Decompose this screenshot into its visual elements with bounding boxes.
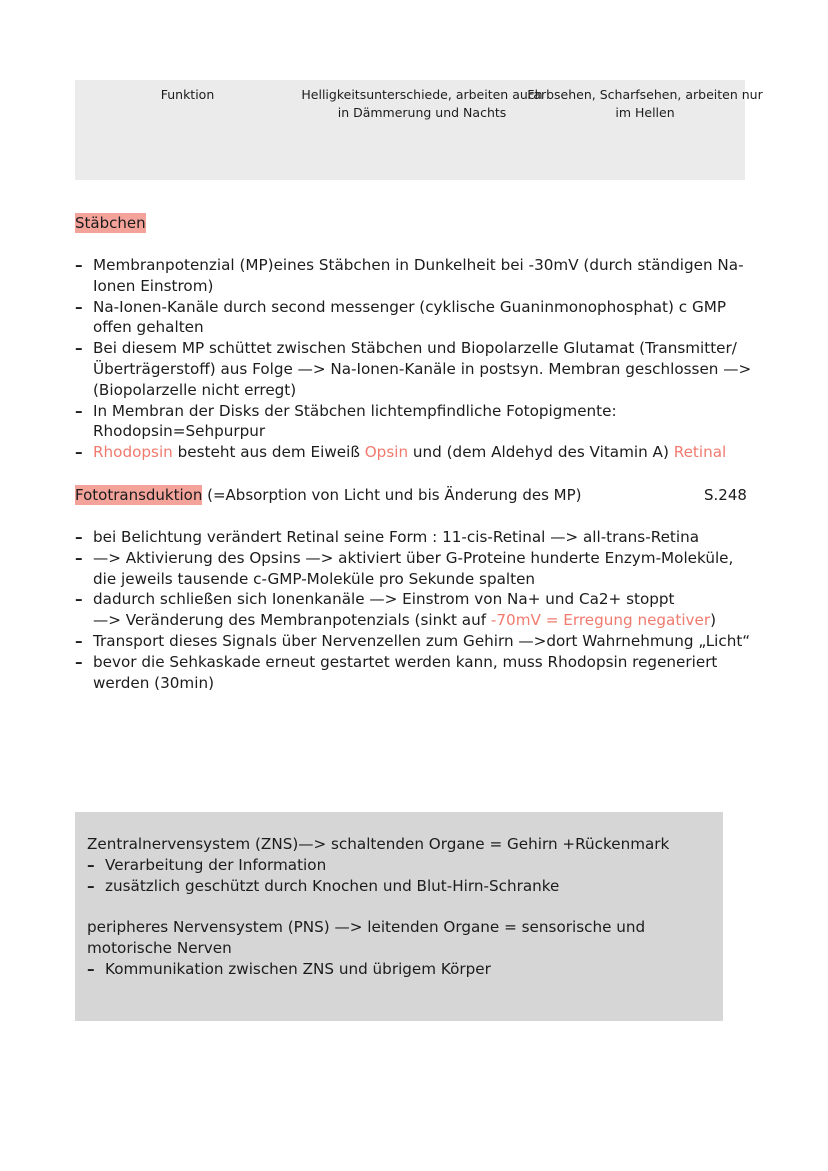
list-item: – bei Belichtung verändert Retinal seine Form : 11-cis-Retinal —> all-trans-Retina [75, 527, 755, 548]
list-item: – Rhodopsin besteht aus dem Eiweiß Opsin und (dem Aldehyd des Vitamin A) Retinal [75, 442, 755, 463]
list-item: – zusätzlich geschützt durch Knochen und Blut-Hirn-Schranke [87, 876, 713, 897]
list-item: – Na-Ionen-Kanäle durch second messenger (cyklische Guaninmonophosphat) c GMP offen gehalten [75, 297, 755, 339]
pns-block [87, 917, 713, 979]
list-item: – In Membran der Disks der Stäbchen lichtempfindliche Fotopigmente: Rhodopsin=Sehpurpur [75, 401, 755, 443]
list-item: – bevor die Sehkaskade erneut gestartet werden kann, muss Rhodopsin regeneriert werden (30min) [75, 652, 755, 694]
fototransduktion-list [75, 527, 755, 693]
list-item: – Verarbeitung der Information [87, 855, 713, 876]
section-heading-staebchen: Stäbchen [75, 214, 146, 232]
list-item: – Bei diesem MP schüttet zwischen Stäbchen und Biopolarzelle Glutamat (Transmitter/ Überträgerstoff) aus Folge —> Na-Ionen-Kanäle in postsyn. Membran geschlossen —> (Biopolarzelle nicht erregt) [75, 338, 755, 400]
list-item: – Transport dieses Signals über Nervenzellen zum Gehirn —>dort Wahrnehmung „Licht“ [75, 631, 755, 652]
table-cell-zapfen-funktion: Farbsehen, Scharfsehen, arbeiten nur im Hellen [527, 87, 763, 120]
staebchen-list [75, 255, 755, 463]
table-cell-staebchen-funktion: Helligkeitsunterschiede, arbeiten auch in Dämmerung und Nachts [301, 87, 543, 120]
zns-block [87, 834, 713, 896]
comparison-table-row [75, 80, 763, 180]
pns-title: peripheres Nervensystem (PNS) —> leitenden Organe = sensorische und motorische Nerven [87, 918, 646, 957]
list-item: – dadurch schließen sich Ionenkanäle —> Einstrom von Na+ und Ca2+ stoppt —> Veränderung des Membranpotenzials (sinkt auf -70mV = Erregung negativer) [75, 589, 755, 631]
zns-title: Zentralnervensystem (ZNS)—> schaltenden Organe = Gehirn +Rückenmark [87, 835, 670, 853]
table-cell-funktion: Funktion [160, 87, 215, 102]
nervous-system-box [75, 812, 723, 1021]
section-subtitle: (=Absorption von Licht und bis Änderung des MP) [202, 486, 582, 504]
list-item: – Membranpotenzial (MP)eines Stäbchen in Dunkelheit bei -30mV (durch ständigen Na-Ionen Einstrom) [75, 255, 755, 297]
list-item: – —> Aktivierung des Opsins —> aktiviert über G-Proteine hunderte Enzym-Moleküle, die jeweils tausende c-GMP-Moleküle pro Sekunde spalten [75, 548, 755, 590]
page-reference: S.248 [704, 486, 747, 504]
list-item: – Kommunikation zwischen ZNS und übrigem Körper [87, 959, 713, 980]
section-heading-fototransduktion: Fototransduktion (=Absorption von Licht und bis Änderung des MP) [75, 486, 582, 504]
